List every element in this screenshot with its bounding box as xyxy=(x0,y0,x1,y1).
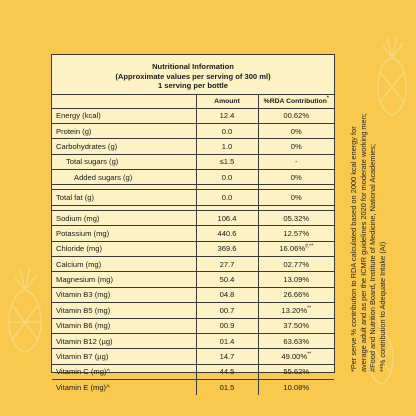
rda-value: 12.57% xyxy=(283,228,310,238)
rda-value: 0% xyxy=(290,141,302,151)
nutrient-amount: 00.9 xyxy=(196,318,258,333)
table-row xyxy=(52,123,334,138)
nutrient-rda xyxy=(258,349,334,364)
table-row xyxy=(52,333,334,348)
nutrient-name: Vitamin B3 (mg) xyxy=(52,287,196,302)
table-row xyxy=(52,364,334,379)
nutrient-name: Total fat (g) xyxy=(52,190,196,205)
nutrient-rda xyxy=(258,226,334,241)
nutrition-panel xyxy=(51,54,335,393)
rda-value: 10.08% xyxy=(283,383,310,393)
footnote-line: *Per serve % contribution to RDA calculated based on 2000 kcal energy for xyxy=(349,126,358,372)
rda-value: 16.06% xyxy=(279,244,306,254)
nutrient-name: Vitamin B5 (mg) xyxy=(52,303,196,318)
nutrient-name: Protein (g) xyxy=(52,123,196,138)
nutrition-subtitle: (Approximate values per serving of 300 ml) xyxy=(115,71,271,81)
nutrient-rda xyxy=(258,210,334,225)
serving-info: 1 serving per bottle xyxy=(157,81,229,91)
nutrient-name: Energy (kcal) xyxy=(52,108,196,123)
nutrient-name: Potassium (mg) xyxy=(52,226,196,241)
rda-value: 55.62% xyxy=(283,367,310,377)
footnotes xyxy=(349,72,387,372)
table-row xyxy=(52,349,334,364)
nutrient-amount: ≤1.5 xyxy=(196,154,258,169)
nutrient-amount: 01.4 xyxy=(196,333,258,348)
rda-value: 26.66% xyxy=(283,290,310,300)
nutrient-amount: 14.7 xyxy=(196,349,258,364)
nutrient-rda xyxy=(258,333,334,348)
nutrient-amount: 01.5 xyxy=(196,380,258,395)
rda-footnote-mark: ** xyxy=(307,305,312,312)
table-header-row xyxy=(52,95,334,108)
column-header-amount: Amount xyxy=(196,95,258,108)
nutrient-amount: 369.6 xyxy=(196,241,258,256)
nutrient-amount: 0.0 xyxy=(196,170,258,185)
nutrient-rda xyxy=(258,154,334,169)
table-row xyxy=(52,154,334,169)
table-row xyxy=(52,272,334,287)
nutrient-rda xyxy=(258,380,334,395)
nutrient-rda xyxy=(258,364,334,379)
nutrition-table xyxy=(52,95,334,395)
rda-value: 05.32% xyxy=(283,213,310,223)
nutrient-rda xyxy=(258,303,334,318)
nutrient-rda xyxy=(258,170,334,185)
nutrient-name: Sodium (mg) xyxy=(52,210,196,225)
nutrient-amount: 44.5 xyxy=(196,364,258,379)
nutrient-amount: 106.4 xyxy=(196,210,258,225)
rda-value: 13.09% xyxy=(283,275,310,285)
table-row xyxy=(52,170,334,185)
nutrient-rda xyxy=(258,257,334,272)
table-row xyxy=(52,380,334,395)
footnote-line: #Food and Nutrition Board, Institute of Medicine, National Academies; xyxy=(368,143,378,372)
nutrient-rda xyxy=(258,318,334,333)
nutrient-name: Vitamin B6 (mg) xyxy=(52,318,196,333)
nutrient-name: Vitamin E (mg)^ xyxy=(52,380,196,395)
footnote-line: average adult and as per the ICMR guidelines 2020 for moderate working men; xyxy=(358,113,368,372)
nutrient-name: Carbohydrates (g) xyxy=(52,139,196,154)
table-row xyxy=(52,241,334,256)
nutrient-amount: 04.8 xyxy=(196,287,258,302)
nutrient-amount: 27.7 xyxy=(196,257,258,272)
nutrient-amount: 0.0 xyxy=(196,190,258,205)
rda-value: 0% xyxy=(290,172,302,182)
nutrient-name: Vitamin B7 (µg) xyxy=(52,349,196,364)
table-row xyxy=(52,226,334,241)
nutrient-rda xyxy=(258,190,334,205)
nutrient-amount: 50.4 xyxy=(196,272,258,287)
table-row xyxy=(52,210,334,225)
nutrient-amount: 00.7 xyxy=(196,303,258,318)
rda-value: 0% xyxy=(290,126,302,136)
nutrient-name: Vitamin C (mg)^ xyxy=(52,364,196,379)
table-row xyxy=(52,108,334,123)
nutrient-rda xyxy=(258,123,334,138)
table-row xyxy=(52,303,334,318)
rda-value: 63.63% xyxy=(283,336,310,346)
nutrient-name: Calcium (mg) xyxy=(52,257,196,272)
nutrient-rda xyxy=(258,241,334,256)
rda-value: 37.50% xyxy=(283,321,310,331)
table-row xyxy=(52,287,334,302)
nutrient-name: Total sugars (g) xyxy=(52,154,196,169)
rda-value: 13.20% xyxy=(281,305,308,315)
nutrient-rda xyxy=(258,108,334,123)
table-row xyxy=(52,318,334,333)
nutrient-amount: 12.4 xyxy=(196,108,258,123)
footnote-line: **% contribution to Adequate Intake (AI) xyxy=(377,241,387,372)
nutrition-title: Nutritional Information xyxy=(152,62,234,71)
nutrient-name: Vitamin B12 (µg) xyxy=(52,333,196,348)
rda-value: 49.00% xyxy=(281,352,308,362)
rda-header-label: %RDA Contribution xyxy=(263,97,327,105)
rda-footnote-mark: ** xyxy=(307,351,312,358)
table-row xyxy=(52,190,334,205)
nutrient-amount: 0.0 xyxy=(196,123,258,138)
rda-header-mark: * xyxy=(326,95,329,102)
rda-value: 00.62% xyxy=(283,111,310,121)
nutrient-name: Added sugars (g) xyxy=(52,170,196,185)
nutrient-amount: 440.6 xyxy=(196,226,258,241)
table-row xyxy=(52,257,334,272)
nutrient-amount: 1.0 xyxy=(196,139,258,154)
nutrient-name: Magnesium (mg) xyxy=(52,272,196,287)
column-header-rda xyxy=(258,95,334,108)
table-row xyxy=(52,139,334,154)
nutrition-header xyxy=(52,55,334,95)
column-header-nutrient xyxy=(52,95,196,108)
nutrient-rda xyxy=(258,139,334,154)
nutrient-rda xyxy=(258,272,334,287)
nutrient-name: Chloride (mg) xyxy=(52,241,196,256)
nutrient-rda xyxy=(258,287,334,302)
rda-value: 0% xyxy=(290,193,302,203)
rda-value: 02.77% xyxy=(283,259,310,269)
rda-footnote-mark: #,** xyxy=(305,243,314,250)
rda-value: - xyxy=(294,157,298,167)
